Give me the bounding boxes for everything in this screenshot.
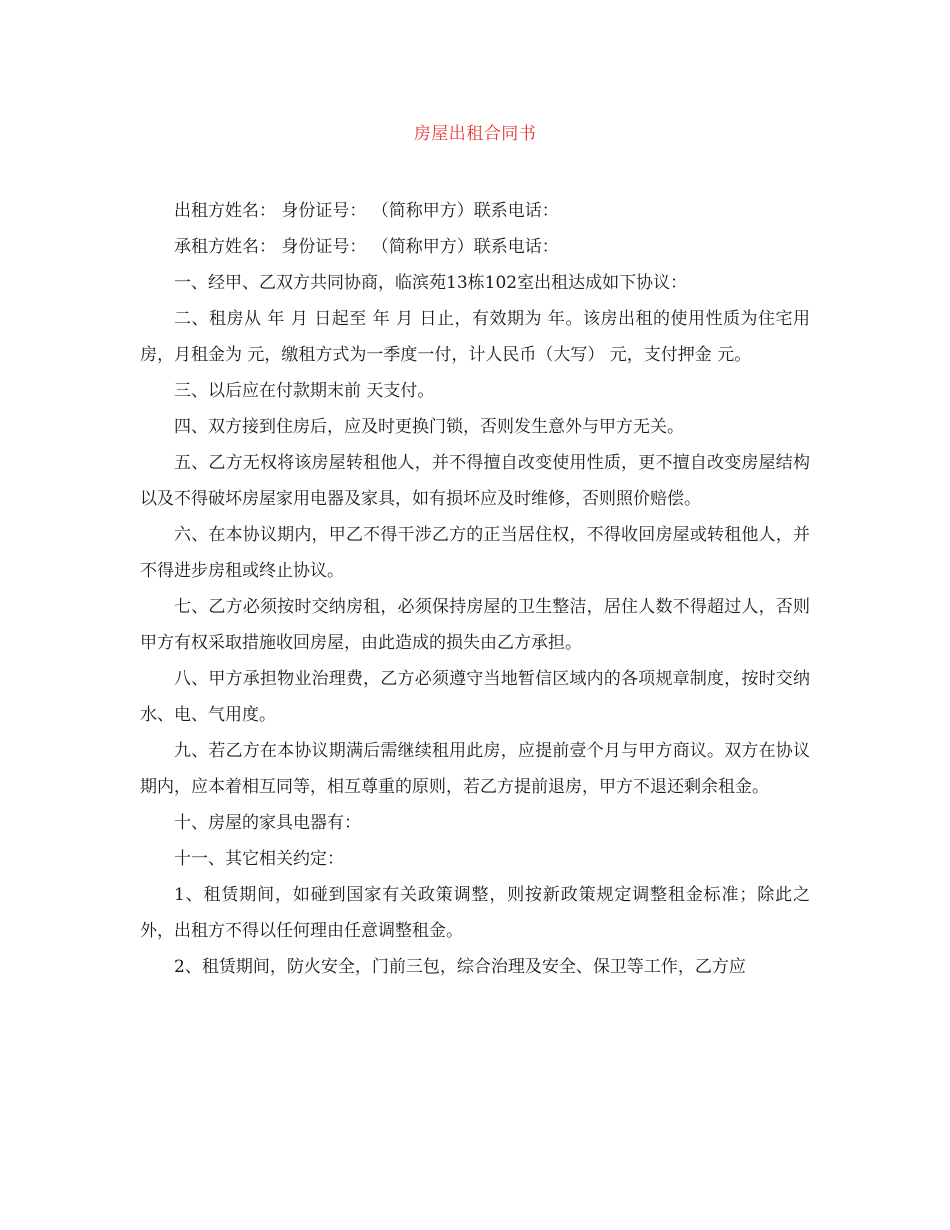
paragraph-subclause-2: 2、租赁期间，防火安全，门前三包，综合治理及安全、保卫等工作，乙方应 [174,957,746,977]
document-title: 房屋出租合同书 [413,124,537,144]
paragraph-subclause-1: 1、租赁期间，如碰到国家有关政策调整，则按新政策规定调整租金标准；除此之外，出租方不得以任何理由任意调整租金。 [140,885,810,941]
paragraph-clause-6: 六、在本协议期内，甲乙不得干涉乙方的正当居住权，不得收回房屋或转租他人，并不得进步房租或终止协议。 [140,525,810,581]
paragraph-clause-5: 五、乙方无权将该房屋转租他人，并不得擅自改变使用性质，更不擅自改变房屋结构以及不得破坏房屋家用电器及家具，如有损坏应及时维修，否则照价赔偿。 [140,453,810,509]
paragraph-clause-10: 十、房屋的家具电器有： [174,813,361,833]
paragraph-clause-4: 四、双方接到住房后，应及时更换门锁，否则发生意外与甲方无关。 [174,417,684,437]
paragraph-clause-1: 一、经甲、乙双方共同协商，临滨苑13栋102室出租达成如下协议： [174,273,688,293]
paragraph-clause-9: 九、若乙方在本协议期满后需继续租用此房，应提前壹个月与甲方商议。双方在协议期内，应本着相互同等，相互尊重的原则，若乙方提前退房，甲方不退还剩余租金。 [140,741,810,797]
paragraph-clause-7: 七、乙方必须按时交纳房租，必须保持房屋的卫生整洁，居住人数不得超过人，否则甲方有权采取措施收回房屋，由此造成的损失由乙方承担。 [140,597,810,653]
paragraph-lessee-info: 承租方姓名： 身份证号： （简称甲方）联系电话： [174,237,559,257]
paragraph-lessor-info: 出租方姓名： 身份证号： （简称甲方）联系电话： [174,201,559,221]
paragraph-clause-3: 三、以后应在付款期末前 天支付。 [174,381,435,401]
paragraph-clause-11: 十一、其它相关约定： [174,849,344,869]
paragraph-clause-2: 二、租房从 年 月 日起至 年 月 日止，有效期为 年。该房出租的使用性质为住宅用房，月租金为 元，缴租方式为一季度一付，计人民币（大写） 元，支付押金 元。 [140,309,810,365]
document-body [140,193,810,985]
paragraph-clause-8: 八、甲方承担物业治理费，乙方必须遵守当地暂信区域内的各项规章制度，按时交纳水、电、气用度。 [140,669,810,725]
